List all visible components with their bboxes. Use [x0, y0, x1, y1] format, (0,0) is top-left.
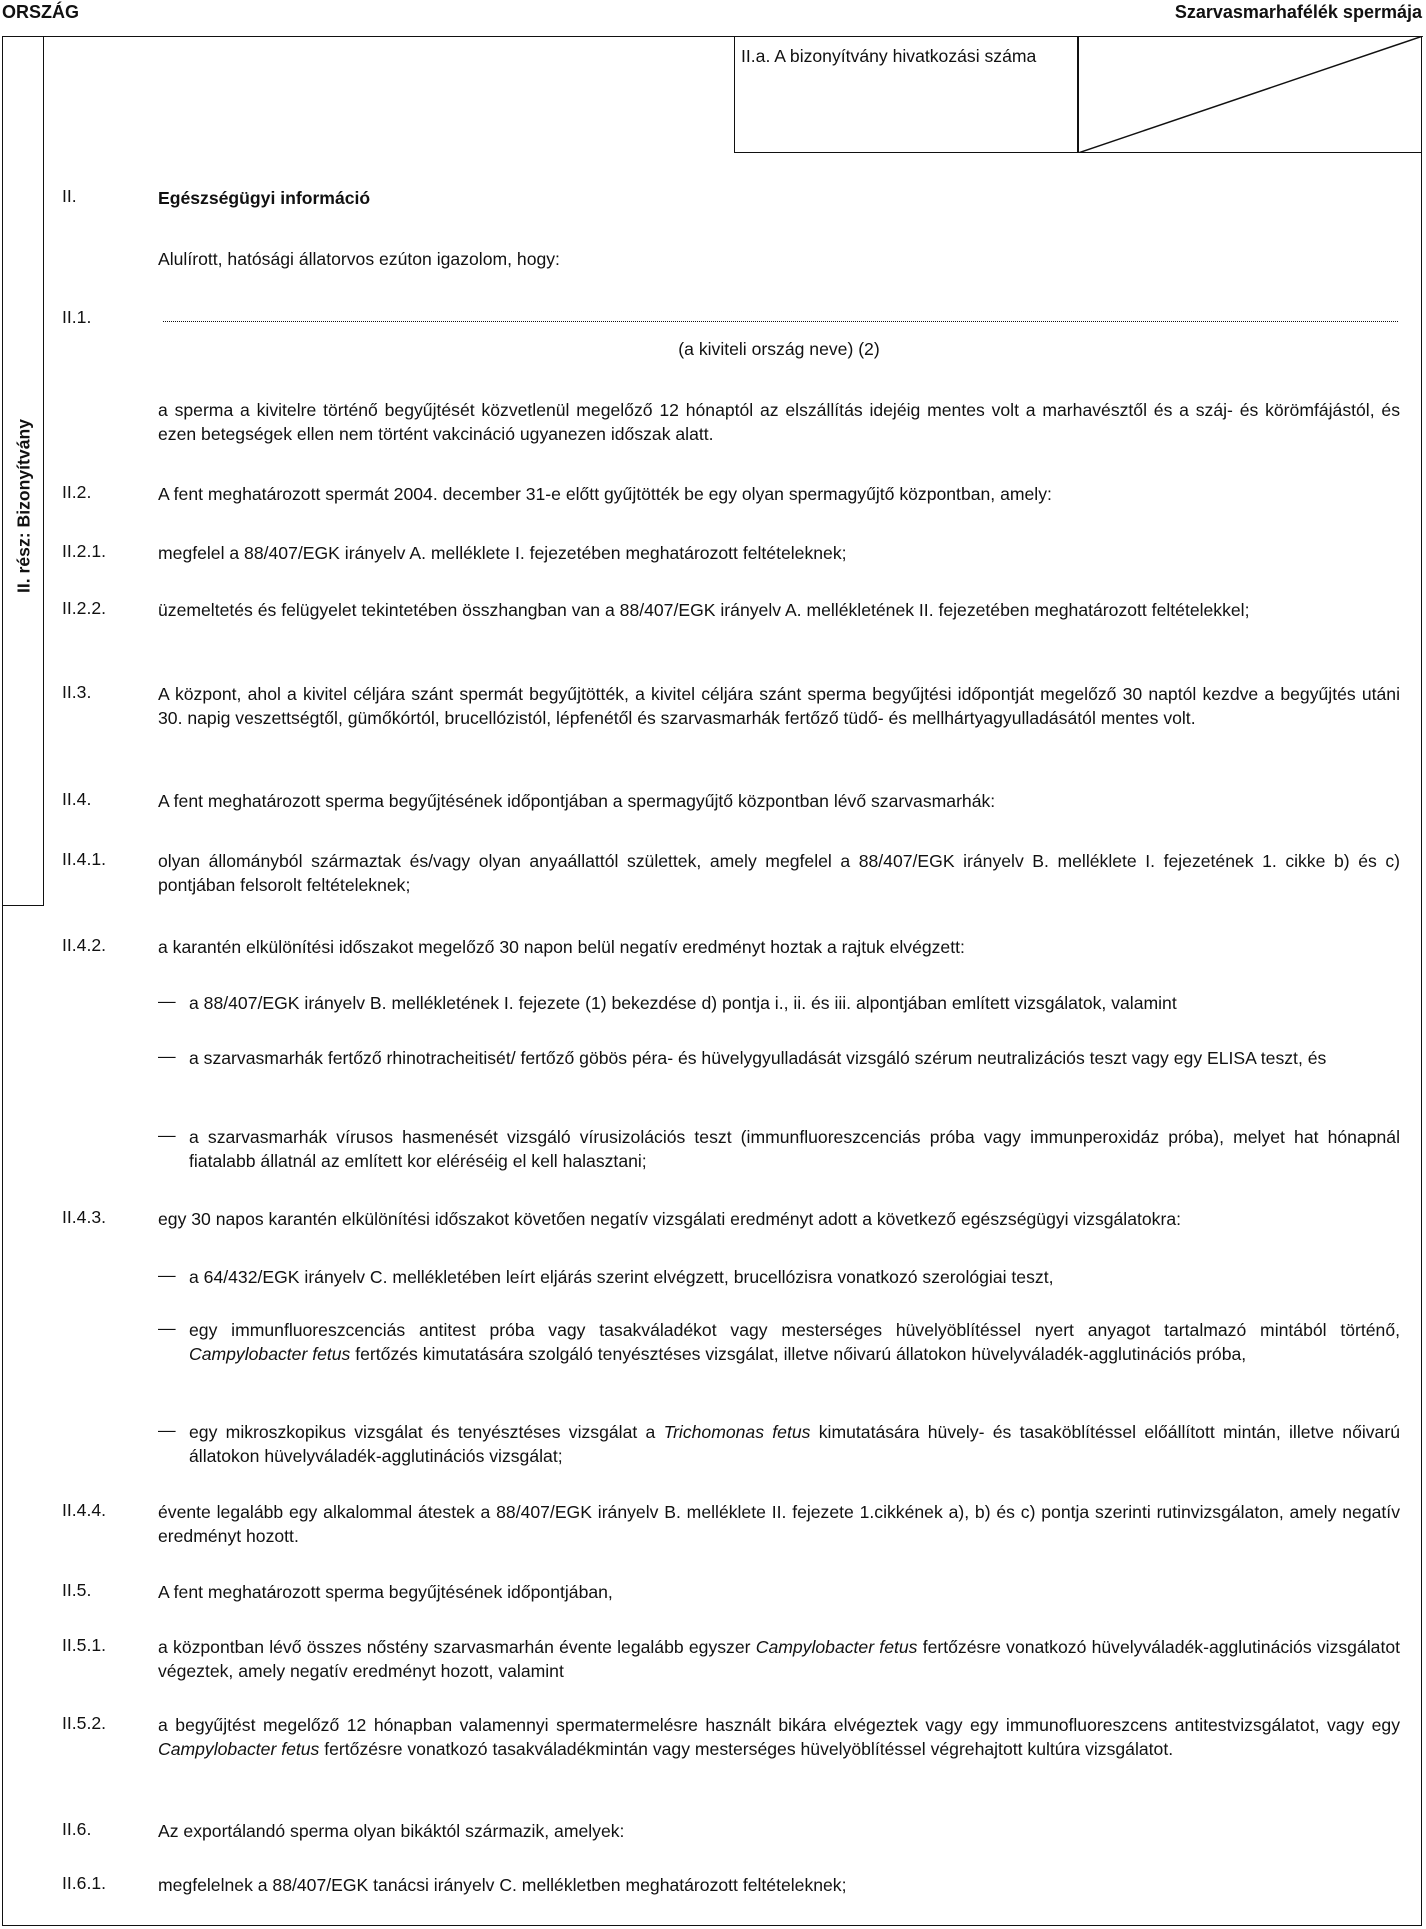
item-number: II.6.	[62, 1819, 92, 1839]
item-number: II.5.2.	[62, 1713, 107, 1733]
organism-name: Campylobacter fetus	[189, 1344, 351, 1364]
item-number: II.3.	[62, 682, 92, 702]
item-number: II.2.	[62, 482, 92, 502]
item-number: II.6.1.	[62, 1873, 107, 1893]
item-text: a sperma a kivitelre történő begyűjtését közvetlenül megelőző 12 hónaptól az elszállítás idejéig mentes volt a marhavésztől és a száj- és körömfájástól, és ezen betegségek ellen nem történt vakcináció ugyanezen időszak alatt.	[158, 400, 1400, 444]
item-number: II.2.2.	[62, 598, 107, 618]
dash-item-text: kimutatására hüvely- és tasaköblítéssel előállított mintán, illetve nőivarú állatokon hüvelyváladék-agglutinációs vizsgálat;	[189, 1422, 1400, 1466]
item-number: II.1.	[62, 307, 92, 327]
dash-item	[189, 1420, 1400, 1468]
item-text: megfelel a 88/407/EGK irányelv A. melléklete I. fejezetében meghatározott feltételeknek;	[158, 543, 847, 563]
country-name-dotted-line	[163, 311, 1398, 322]
dash-bullet: —	[158, 1265, 176, 1285]
item-number: II.4.	[62, 789, 92, 809]
section-title: Egészségügyi információ	[158, 188, 371, 208]
item-text: A fent meghatározott spermát 2004. december 31-e előtt gyűjtötték be egy olyan spermagyűjtő központban, amely:	[158, 484, 1052, 504]
reference-field-crossed-out	[1078, 36, 1423, 153]
item-text: megfelelnek a 88/407/EGK tanácsi irányelv C. mellékletben meghatározott feltételeknek;	[158, 1875, 847, 1895]
item-text: évente legalább egy alkalommal átestek a 88/407/EGK irányelv B. melléklete II. fejezete 1.cikkének a), b) és c) pontja szerinti rutinvizsgálaton, amely negatív eredményt hozott.	[158, 1502, 1400, 1546]
item-text: egy 30 napos karantén elkülönítési időszakot követően negatív vizsgálati eredményt adott a következő egészségügyi vizsgálatokra:	[158, 1209, 1182, 1229]
organism-name: Campylobacter fetus	[158, 1739, 320, 1759]
item-text: A fent meghatározott sperma begyűjtésének időpontjában,	[158, 1582, 613, 1602]
item-text	[158, 1635, 1400, 1683]
dash-item: a szarvasmarhák vírusos hasmenését vizsgáló vírusizolációs teszt (immunfluoreszcenciás próba vagy immunperoxidáz próba), melyet hat hónapnál fiatalabb állatnál az említett kor eléréséig el kell halasztani;	[189, 1127, 1400, 1171]
item-number: II.4.2.	[62, 935, 107, 955]
item-number: II.5.1.	[62, 1635, 107, 1655]
dash-bullet: —	[158, 1046, 176, 1066]
country-header: ORSZÁG	[2, 2, 80, 22]
dash-item-text: egy mikroszkopikus vizsgálat és tenyésztéses vizsgálat a	[189, 1422, 656, 1442]
item-text-part: fertőzésre vonatkozó hüvelyváladék-agglutinációs vizsgálatot végeztek, amely negatív eredményt hozott, valamint	[158, 1637, 1400, 1681]
item-number: II.2.1.	[62, 541, 107, 561]
reference-number-label: II.a. A bizonyítvány hivatkozási száma	[741, 46, 1037, 66]
dash-item: a szarvasmarhák fertőző rhinotracheitisét/ fertőző göbös péra- és hüvelygyulladását vizsgáló szérum neutralizációs teszt vagy egy ELISA teszt, és	[189, 1048, 1327, 1068]
dash-item-text: egy immunfluoreszcenciás antitest próba vagy tasakváladékot vagy mesterséges hüvelyöblítéssel nyert anyagot tartalmazó mintából történő,	[189, 1320, 1400, 1340]
item-text: Az exportálandó sperma olyan bikáktól származik, amelyek:	[158, 1821, 625, 1841]
item-text: olyan állományból származtak és/vagy olyan anyaállattól születtek, amely megfelel a 88/407/EGK irányelv B. melléklete I. fejezetének 1. cikke b) és c) pontjában felsorolt feltételeknek;	[158, 851, 1400, 895]
item-text: A fent meghatározott sperma begyűjtésének időpontjában a spermagyűjtő központban lévő szarvasmarhák:	[158, 791, 996, 811]
dash-bullet: —	[158, 1318, 176, 1338]
section-number: II.	[62, 186, 77, 206]
item-text: a karantén elkülönítési időszakot megelőző 30 napon belül negatív eredményt hoztak a rajtuk elvégzett:	[158, 937, 965, 957]
item-text: A központ, ahol a kivitel céljára szánt spermát begyűjtötték, a kivitel céljára szánt sperma begyűjtési időpontját megelőző 30 naptól kezdve a begyűjtés utáni 30. napig veszettségtől, gümőkórtól, brucellózistól, lépfenétől és szarvasmarhák fertőző tüdő- és mellhártyagyulladásától mentes volt.	[158, 684, 1400, 728]
country-name-note: (a kiviteli ország neve) (2)	[678, 339, 880, 359]
intro-text: Alulírott, hatósági állatorvos ezúton igazolom, hogy:	[158, 249, 560, 269]
item-text: üzemeltetés és felügyelet tekintetében összhangban van a 88/407/EGK irányelv A. mellékletének II. fejezetében meghatározott feltételekkel;	[158, 600, 1250, 620]
item-number: II.4.1.	[62, 849, 107, 869]
item-number: II.4.3.	[62, 1207, 107, 1227]
item-number: II.4.4.	[62, 1500, 107, 1520]
dash-item: a 88/407/EGK irányelv B. mellékletének I. fejezete (1) bekezdése d) pontja i., ii. és iii. alpontjában említett vizsgálatok, valamint	[189, 993, 1177, 1013]
item-text-part: a központban lévő összes nőstény szarvasmarhán évente legalább egyszer	[158, 1637, 751, 1657]
item-text	[158, 1713, 1400, 1761]
dash-bullet: —	[158, 1125, 176, 1145]
commodity-header: Szarvasmarhafélék spermája	[1174, 2, 1422, 22]
organism-name: Campylobacter fetus	[755, 1637, 918, 1657]
side-column	[2, 36, 44, 906]
dash-item: a 64/432/EGK irányelv C. mellékletében leírt eljárás szerint elvégzett, brucellózisra vonatkozó szerológiai teszt,	[189, 1267, 1054, 1287]
dash-bullet: —	[158, 1420, 176, 1440]
item-text-part: fertőzésre vonatkozó tasakváladékmintán vagy mesterséges hüvelyöblítéssel végrehajtott kultúra vizsgálatot.	[324, 1739, 1174, 1759]
item-number: II.5.	[62, 1580, 92, 1600]
dash-bullet: —	[158, 991, 176, 1011]
dash-item	[189, 1318, 1400, 1366]
organism-name: Trichomonas fetus	[663, 1422, 811, 1442]
reference-number-box	[734, 36, 1422, 153]
dash-item-text: fertőzés kimutatására szolgáló tenyésztéses vizsgálat, illetve nőivarú állatokon hüvelyváladék-agglutinációs próba,	[355, 1344, 1247, 1364]
side-label: II. rész: Bizonyítvány	[13, 418, 34, 594]
item-text-part: a begyűjtést megelőző 12 hónapban valamennyi spermatermelésre használt bikára elvégeztek vagy egy immunofluoreszcens antitestvizsgálatot, vagy egy	[158, 1715, 1400, 1735]
